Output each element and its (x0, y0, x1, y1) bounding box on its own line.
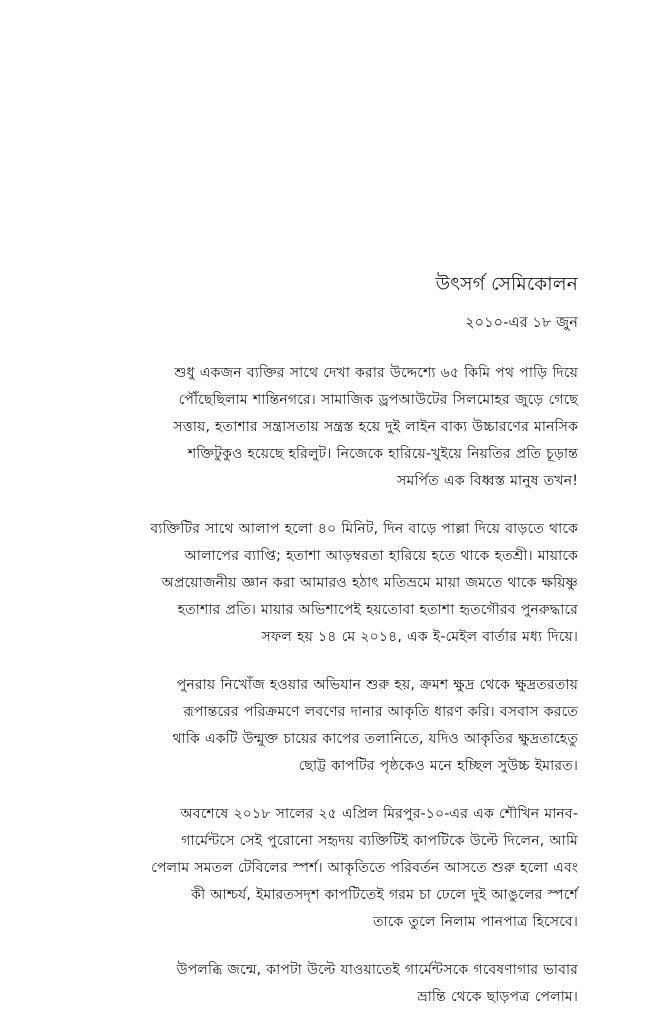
text-line: সত্তায়, হতাশার সন্ত্রাসতায় সন্ত্রস্ত হয়ে দুই লাইন বাক্য উচ্চারণের মানসিক (173, 419, 578, 435)
text-line: তাকে তুলে নিলাম পানপাত্র হিসেবে। (372, 914, 578, 930)
dedication-date: ২০১০-এর ১৮ জুন (465, 315, 578, 331)
text-line: হতাশার প্রতি। মায়ার অভিশাপেই হয়তোবা হতাশা হৃতগৌরব পুনরুদ্ধারে (177, 602, 578, 618)
text-line: ব্যক্তিটির সাথে আলাপ হলো ৪০ মিনিট, দিন বাড়ে পাল্লা দিয়ে বাড়তে থাকে (150, 521, 578, 537)
text-line: সফল হয় ১৪ মে ২০১৪, এক ই-মেইল বার্তার মধ্য দিয়ে। (261, 629, 578, 645)
text-line: পৌঁছেছিলাম শান্তিনগরে। সামাজিক ড্রপআউটের সিলমোহর জুড়ে গেছে (178, 392, 578, 408)
text-line: অপ্রয়োজনীয় জ্ঞান করা আমারও হঠাৎ মতিভ্রমে মায়া জমতে থাকে ক্ষয়িষ্ণু (161, 575, 578, 591)
text-line: কী আশ্চর্য, ইমারতসদৃশ কাপটিতেই গরম চা ঢেলে দুই আঙুলের স্পর্শে (191, 887, 578, 903)
text-line: ছোট্ট কাপটির পৃষ্ঠকেও মনে হচ্ছিল সুউচ্চ ইমারত। (298, 758, 578, 774)
page-title: উৎসর্গ সেমিকোলন (435, 274, 578, 295)
text-line: আলাপের ব্যাপ্তি; হতাশা আড়ম্বরতা হারিয়ে হতে থাকে হতশ্রী। মায়াকে (184, 548, 578, 564)
text-line: শক্তিটুকুও হয়েছে হরিলুট। নিজেকে হারিয়ে-খুইয়ে নিয়তির প্রতি চূড়ান্ত (187, 446, 578, 462)
paragraph (85, 516, 578, 651)
paragraph (85, 672, 578, 780)
text-line: ভ্রান্তি থেকে ছাড়পত্র পেলাম। (417, 989, 578, 1005)
dedication-content (85, 272, 578, 1011)
paragraph (85, 360, 578, 495)
paragraph (85, 801, 578, 936)
text-line: রূপান্তরের পরিক্রমণে লবণের দানার আকৃতি ধারণ করি। বসবাস করতে (183, 704, 578, 720)
text-line: পুনরায় নিখোঁজ হওয়ার অভিযান শুরু হয়, ক্রমশ ক্ষুদ্র থেকে ক্ষুদ্রতরতায় (176, 677, 578, 693)
text-line: থাকি একটি উন্মুক্ত চায়ের কাপের তলানিতে, যদিও আকৃতির ক্ষুদ্রতাহেতু (172, 731, 578, 747)
text-line: শুধু একজন ব্যক্তির সাথে দেখা করার উদ্দেশ্যে ৬৫ কিমি পথ পাড়ি দিয়ে (174, 365, 578, 381)
text-line: গার্মেন্টসে সেই পুরোনো সহৃদয় ব্যক্তিটিই কাপটিকে উল্টে দিলেন, আমি (181, 833, 578, 849)
text-line: সমর্পিত এক বিধ্বস্ত মানুষ তখন! (397, 473, 578, 489)
text-line: উপলব্ধি জন্মে, কাপটা উল্টে যাওয়াতেই গার্মেন্টসকে গবেষণাগার ভাবার (176, 962, 578, 978)
body-text (85, 360, 578, 1011)
paragraph (85, 957, 578, 1011)
text-line: অবশেষে ২০১৮ সালের ২৫ এপ্রিল মিরপুর-১০-এর এক শৌখিন মানব- (180, 806, 578, 822)
text-line: পেলাম সমতল টেবিলের স্পর্শ। আকৃতিতে পরিবর্তন আসতে শুরু হলো এবং (151, 860, 578, 876)
